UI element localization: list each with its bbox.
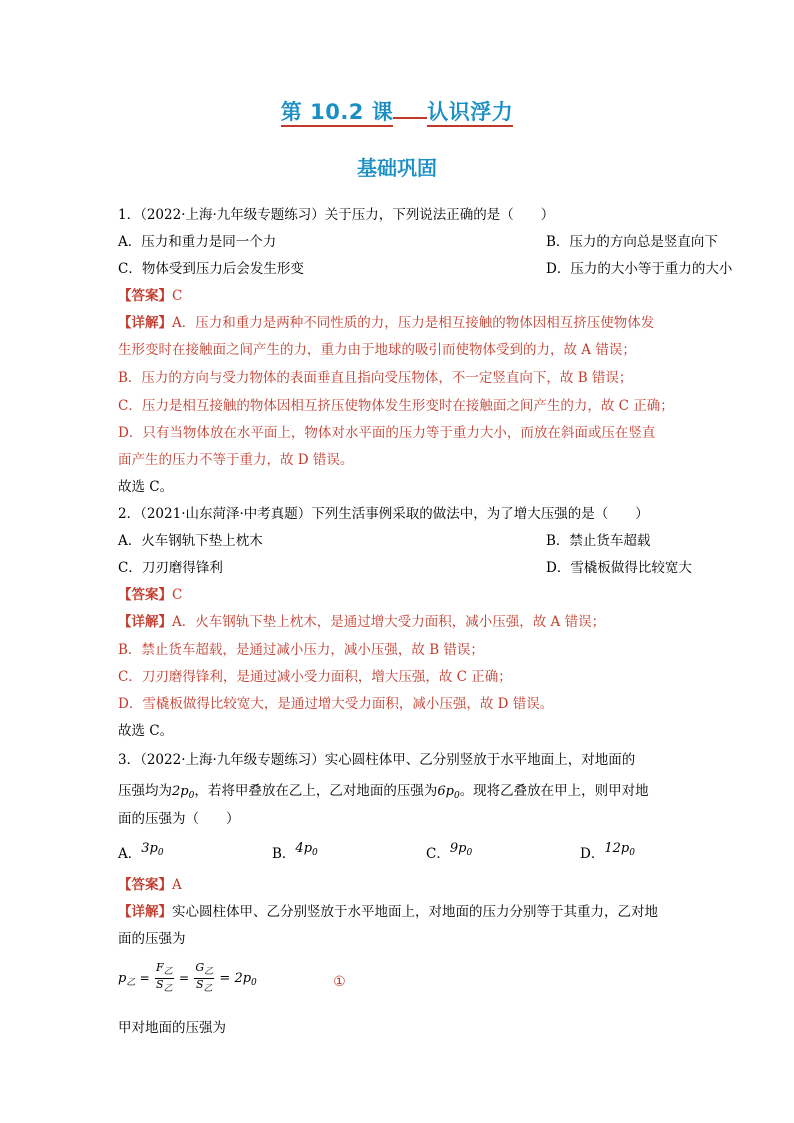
q3-option-c-label: C． bbox=[426, 846, 450, 862]
q3-option-b-math bbox=[295, 841, 317, 856]
q1-detail-a2: 生形变时在接触面之间产生的力，重力由于地球的吸引而使物体受到的力，故 A 错误； bbox=[118, 342, 636, 358]
q3-option-b-label: B． bbox=[272, 846, 296, 862]
q3-option-a bbox=[118, 841, 164, 868]
lesson-topic: 认识浮力 bbox=[427, 100, 513, 127]
q3-option-d-coef: 12 bbox=[604, 841, 621, 856]
q2-option-b: B．禁止货车超载 bbox=[546, 533, 651, 549]
lesson-title bbox=[0, 96, 794, 126]
q3-option-a-math bbox=[141, 841, 163, 856]
q1-detail-b: B．压力的方向与受力物体的表面垂直且指向受压物体，不一定竖直向下，故 B 错误； bbox=[118, 370, 633, 386]
q3-eq-g: G bbox=[195, 961, 205, 974]
q3-option-c-math bbox=[450, 841, 472, 856]
q3-option-c bbox=[426, 841, 473, 868]
q3-eq-rhs-p: p bbox=[242, 971, 252, 986]
q3-stem-part3: 。现将乙叠放在甲上，则甲对地 bbox=[459, 783, 649, 799]
q3-eq-mark: ① bbox=[333, 974, 346, 990]
q1-detail-a1-text: A．压力和重力是两种不同性质的力，压力是相互接触的物体因相互挤压使物体发 bbox=[172, 315, 655, 331]
q3-eq-rhs bbox=[219, 971, 256, 986]
q3-eq-equals-1: = bbox=[139, 971, 150, 985]
q3-eq-frac-f bbox=[155, 962, 174, 995]
q2-conclusion: 故选 C。 bbox=[118, 723, 174, 739]
q1-answer-value: C bbox=[172, 288, 183, 304]
q1-option-a: A．压力和重力是同一个力 bbox=[118, 234, 277, 250]
q1-options-row2 bbox=[118, 260, 733, 278]
q3-option-d-math bbox=[604, 841, 635, 856]
q3-stem-part1: 压强均为 bbox=[118, 783, 172, 799]
q3-option-a-label: A． bbox=[118, 846, 142, 862]
q3-option-c-coef: 9 bbox=[449, 841, 459, 856]
q3-option-d-sub: 0 bbox=[629, 848, 635, 858]
q3-option-a-p: p bbox=[149, 841, 158, 856]
q1-answer-label: 【答案】 bbox=[118, 288, 172, 304]
q2-answer-value: C bbox=[172, 587, 183, 603]
q3-stem-line2 bbox=[118, 782, 649, 805]
section-title: 基础巩固 bbox=[357, 156, 437, 180]
q3-option-c-p: p bbox=[458, 841, 467, 856]
q3-detail-2: 面的压强为 bbox=[118, 931, 186, 947]
q1-options-row1 bbox=[118, 233, 718, 251]
q2-option-d: D．雪橇板做得比较宽大 bbox=[546, 560, 692, 576]
q2-detail-label: 【详解】 bbox=[118, 614, 172, 630]
q3-eq-g-sub: 乙 bbox=[204, 967, 214, 977]
q3-p-sub: 0 bbox=[188, 791, 195, 801]
q3-answer-label: 【答案】 bbox=[118, 877, 172, 893]
q1-option-b: B．压力的方向总是竖直向下 bbox=[546, 234, 718, 250]
q3-option-c-sub: 0 bbox=[466, 848, 473, 858]
q3-option-a-sub: 0 bbox=[157, 848, 164, 858]
q3-coef-2: 2 bbox=[172, 784, 181, 799]
q3-stem-line1: 3．（2022·上海·九年级专题练习）实心圆柱体甲、乙分别竖放于水平地面上，对地面的 bbox=[118, 752, 636, 768]
q2-option-c: C．刀刃磨得锋利 bbox=[118, 560, 223, 576]
q3-eq-p: p bbox=[118, 971, 127, 986]
q3-stem-line3: 面的压强为（ ） bbox=[118, 811, 240, 827]
q1-detail-a1 bbox=[118, 314, 654, 332]
q1-option-d: D．压力的大小等于重力的大小 bbox=[546, 261, 733, 277]
q3-pressure-2p0 bbox=[172, 784, 194, 799]
q3-option-d-label: D． bbox=[580, 846, 605, 862]
q3-option-d bbox=[580, 841, 635, 868]
q3-eq-f-sub: 乙 bbox=[163, 967, 173, 977]
title-gap bbox=[393, 116, 427, 119]
lesson-number: 第 10.2 课 bbox=[281, 100, 393, 127]
q1-detail-c: C．压力是相互接触的物体因相互挤压使物体发生形变时在接触面之间产生的力，故 C 正确； bbox=[118, 398, 674, 414]
q3-p-symbol-2: p bbox=[445, 784, 454, 799]
q3-eq-p-sub: 乙 bbox=[126, 978, 136, 988]
q3-eq-frac-g-den bbox=[194, 979, 214, 995]
q2-answer-label: 【答案】 bbox=[118, 587, 172, 603]
q3-coef-6: 6 bbox=[437, 784, 446, 799]
q3-eq-s: S bbox=[156, 978, 164, 991]
q3-eq-s-sub: 乙 bbox=[163, 984, 173, 994]
q3-eq-s2-sub: 乙 bbox=[203, 984, 213, 994]
q2-options-row2 bbox=[118, 559, 692, 577]
q3-detail-1 bbox=[118, 903, 658, 921]
q1-conclusion: 故选 C。 bbox=[118, 479, 174, 495]
q3-eq-equals-2: = bbox=[178, 971, 190, 985]
q3-eq-rhs-sub: 0 bbox=[251, 978, 257, 988]
q3-detail-3: 甲对地面的压强为 bbox=[118, 1020, 226, 1036]
q1-detail-label: 【详解】 bbox=[118, 315, 172, 331]
q3-pressure-6p0 bbox=[437, 784, 459, 799]
q3-option-b bbox=[272, 841, 318, 868]
q3-option-a-coef: 3 bbox=[141, 841, 150, 856]
q3-detail-1-text: 实心圆柱体甲、乙分别竖放于水平地面上，对地面的压力分别等于其重力，乙对地 bbox=[172, 904, 658, 920]
q3-eq-f: F bbox=[156, 961, 164, 974]
q3-eq-lhs bbox=[118, 971, 135, 986]
q1-detail-d1: D．只有当物体放在水平面上，物体对水平面的压力等于重力大小，而放在斜面或压在竖直 bbox=[118, 425, 656, 441]
q2-detail-a bbox=[118, 613, 605, 631]
q2-stem: 2．（2021·山东菏泽·中考真题）下列生活事例采取的做法中，为了增大压强的是（ ） bbox=[118, 506, 649, 522]
q2-detail-c: C．刀刃磨得锋利，是通过减小受力面积，增大压强，故 C 正确； bbox=[118, 669, 512, 685]
q2-detail-d: D．雪橇板做得比较宽大，是通过增大受力面积，减小压强，故 D 错误。 bbox=[118, 696, 554, 712]
q2-detail-b: B．禁止货车超载，是通过减小压力，减小压强，故 B 错误； bbox=[118, 642, 484, 658]
q2-option-a: A．火车钢轨下垫上枕木 bbox=[118, 533, 263, 549]
q2-options-row1 bbox=[118, 532, 651, 550]
q3-p-sub-2: 0 bbox=[453, 791, 460, 801]
q1-detail-d2: 面产生的压力不等于重力，故 D 错误。 bbox=[118, 452, 354, 468]
q3-option-b-coef: 4 bbox=[295, 841, 304, 856]
q2-answer bbox=[118, 586, 182, 604]
q3-eq-frac-f-num bbox=[155, 962, 174, 979]
q3-stem-part2: ，若将甲叠放在乙上，乙对地面的压强为 bbox=[194, 783, 438, 799]
q3-detail-label: 【详解】 bbox=[118, 904, 172, 920]
q3-eq-rhs-value: = 2 bbox=[219, 971, 243, 986]
q3-answer bbox=[118, 876, 182, 894]
q3-option-b-sub: 0 bbox=[312, 848, 318, 858]
q1-stem: 1．（2022·上海·九年级专题练习）关于压力，下列说法正确的是（ ） bbox=[118, 207, 555, 223]
q2-detail-a-text: A．火车钢轨下垫上枕木，是通过增大受力面积，减小压强，故 A 错误； bbox=[172, 614, 606, 630]
q1-option-c: C．物体受到压力后会发生形变 bbox=[118, 261, 304, 277]
q1-answer bbox=[118, 287, 182, 305]
q3-equation bbox=[118, 961, 346, 997]
q3-eq-frac-g bbox=[194, 962, 214, 995]
q3-eq-s2: S bbox=[195, 978, 204, 991]
q3-eq-frac-f-den bbox=[155, 979, 174, 995]
q3-option-b-p: p bbox=[303, 841, 313, 856]
q3-answer-value: A bbox=[172, 877, 182, 893]
q3-p-symbol: p bbox=[180, 784, 189, 799]
q3-eq-frac-g-num bbox=[194, 962, 214, 979]
q3-option-d-p: p bbox=[620, 841, 630, 856]
